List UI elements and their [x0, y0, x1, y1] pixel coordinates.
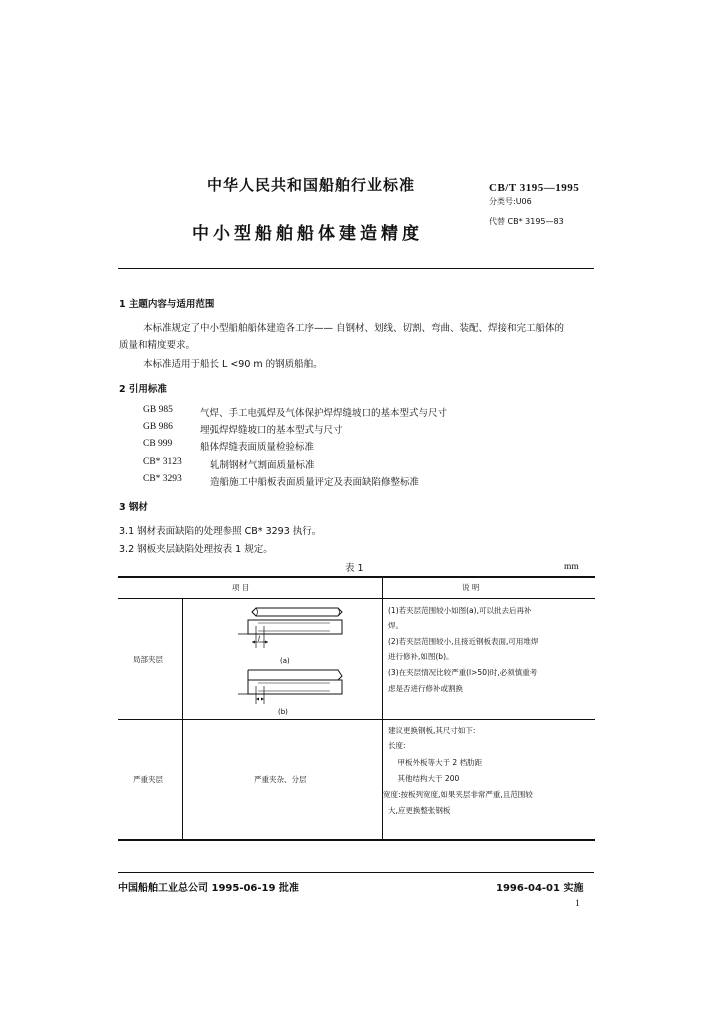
row-2-description-line: 建议更换钢板,其尺寸如下: [388, 726, 476, 735]
table-column-divider-1 [182, 598, 183, 839]
replaces-standard: 代替 CB* 3195—83 [489, 217, 564, 226]
row-2-description-line: 甲板外板等大于 2 档肋距 [388, 758, 483, 767]
section-1-paragraph-1-line-2: 质量和精度要求。 [119, 340, 196, 351]
section-3-heading: 3 钢材 [119, 502, 148, 513]
figure-a [238, 608, 342, 665]
row-label-local-lamination: 局部夹层 [133, 655, 163, 664]
table-bottom-border [118, 839, 595, 841]
section-1-paragraph-2: 本标准适用于船长 L <90 m 的钢质船舶。 [143, 359, 323, 370]
table-top-border [118, 576, 595, 578]
row-1-description-line: 进行修补,如图(b)。 [388, 652, 454, 661]
lamination-figure [230, 600, 370, 720]
clause-3-2: 3.2 钢板夹层缺陷处理按表 1 规定。 [119, 544, 273, 555]
table-caption: 表 1 [345, 563, 364, 574]
implementation-date: 1996-04-01 实施 [496, 883, 584, 894]
row-1-description-line: (2)若夹层范围较小,且接近钢板表面,可用堆焊 [388, 637, 539, 646]
reference-code: GB 985 [143, 405, 173, 415]
page-number: 1 [575, 899, 580, 909]
table-unit: mm [564, 562, 579, 572]
row-1-description-line: (3)在夹层情况比较严重(l>50)时,必须慎重考 [388, 668, 538, 677]
reference-code: GB 986 [143, 422, 173, 432]
footer-divider [118, 872, 594, 873]
header-divider [118, 268, 594, 269]
reference-code: CB* 3293 [143, 474, 182, 484]
reference-title: 造船施工中船板表面质量评定及表面缺陷修整标准 [210, 477, 420, 488]
clause-3-1: 3.1 钢材表面缺陷的处理参照 CB* 3293 执行。 [119, 526, 322, 537]
reference-title: 埋弧焊焊缝坡口的基本型式与尺寸 [200, 425, 343, 436]
classification-number: 分类号:U06 [489, 197, 532, 206]
section-1-heading: 1 主题内容与适用范围 [119, 299, 215, 310]
table-header-divider [118, 598, 595, 599]
section-2-heading: 2 引用标准 [119, 384, 167, 395]
row-label-severe-lamination: 严重夹层 [133, 775, 163, 784]
row-2-description-line: 长度: [388, 741, 406, 750]
reference-title: 轧制钢材气割面质量标准 [210, 460, 315, 471]
row-1-description-line: 焊。 [388, 621, 403, 630]
row-1-description-line: 虑是否进行修补或割换 [388, 684, 463, 693]
dimension-l-label: l [258, 635, 260, 643]
reference-title: 船体焊缝表面质量检验标准 [200, 442, 315, 453]
reference-code: CB* 3123 [143, 457, 182, 467]
table-header-description: 说 明 [462, 583, 480, 592]
row-2-description-line: 大,应更换整张钢板 [388, 806, 451, 815]
row-1-description-line: (1)若夹层范围较小如图(a),可以批去后再补 [388, 606, 532, 615]
document-title: 中小型船舶船体建造精度 [192, 224, 423, 244]
table-header-item: 项 目 [232, 583, 250, 592]
standard-code: CB/T 3195—1995 [489, 182, 580, 194]
reference-title: 气焊、手工电弧焊及气体保护焊焊缝坡口的基本型式与尺寸 [200, 408, 448, 419]
row-2-description-line: 其他结构大于 200 [388, 774, 460, 783]
row-2-item-text: 严重夹杂、分层 [254, 775, 307, 784]
section-1-paragraph-1-line-1: 本标准规定了中小型船舶船体建造各工序—— 自钢材、划线、切割、弯曲、装配、焊接和完工船体的 [143, 323, 565, 334]
reference-code: CB 999 [143, 439, 173, 449]
figure-b-label: (b) [278, 708, 288, 716]
figure-b [238, 670, 342, 716]
approval-statement: 中国船舶工业总公司 1995-06-19 批准 [118, 883, 299, 894]
row-2-description-line: 宽度:按板列宽度,如果夹层非常严重,且范围较 [383, 790, 533, 799]
figure-a-label: (a) [280, 657, 290, 665]
issuing-body-title: 中华人民共和国船舶行业标准 [207, 176, 416, 194]
